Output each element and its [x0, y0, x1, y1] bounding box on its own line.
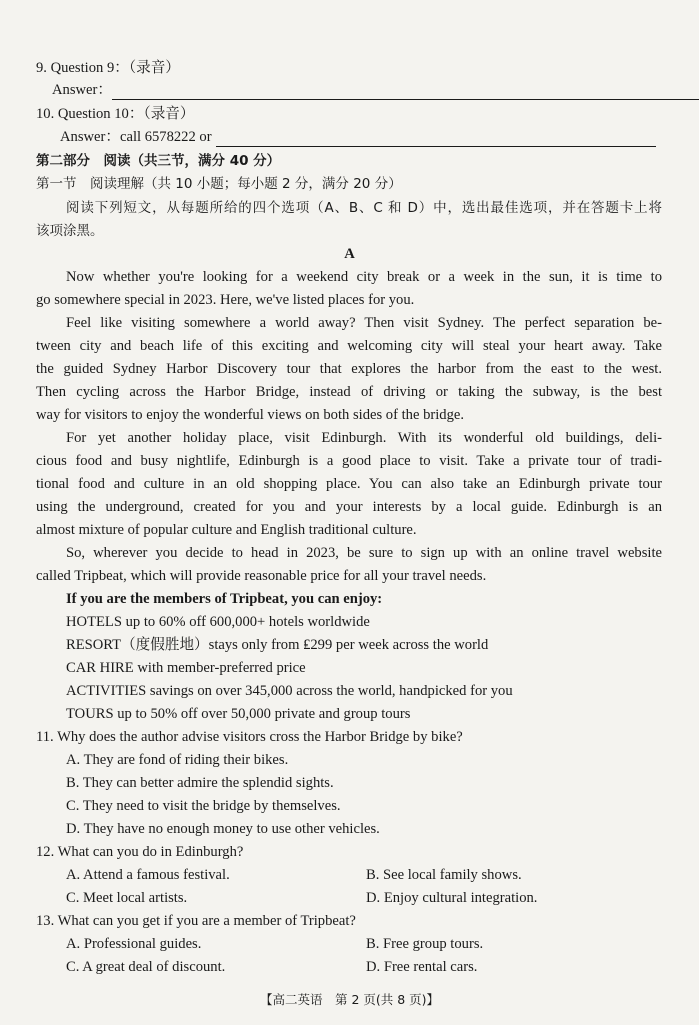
q9-answer-label: Answer：: [52, 82, 112, 98]
benefit-item: TOURS up to 50% off over 50,000 private and group tours: [66, 706, 411, 722]
benefit-item: ACTIVITIES savings on over 345,000 across the world, handpicked for you: [66, 683, 513, 699]
benefit-item: CAR HIRE with member-preferred price: [66, 660, 306, 676]
q10-label: 10. Question 10：（录音）: [36, 106, 195, 122]
passage-line: cious food and busy nightlife, Edinburgh is a good place to visit. Take a private tour of tradi-: [36, 453, 662, 469]
passage-line: Now whether you're looking for a weekend city break or a week in the sun, it is time to: [66, 269, 662, 285]
q12-stem: 12. What can you do in Edinburgh?: [36, 844, 244, 860]
passage-line: using the underground, created for you and your interests by a local guide. Edinburgh is an: [36, 499, 662, 515]
q13-option-a[interactable]: A. Professional guides.: [66, 936, 202, 952]
q12-option-b[interactable]: B. See local family shows.: [366, 867, 522, 883]
passage-line: the guided Sydney Harbor Discovery tour that explores the harbor from the east to the west.: [36, 361, 662, 377]
passage-line: way for visitors to enjoy the wonderful views on both sides of the bridge.: [36, 407, 465, 423]
q9-answer-row: [52, 80, 699, 100]
q9-answer-blank[interactable]: [112, 84, 699, 100]
q13-stem: 13. What can you get if you are a member of Tripbeat?: [36, 913, 356, 929]
q13-option-b[interactable]: B. Free group tours.: [366, 936, 484, 952]
passage-line: tional food and culture in an old shopping place. You can also take an Edinburgh private tour: [36, 476, 662, 492]
members-heading: If you are the members of Tripbeat, you can enjoy:: [66, 591, 383, 607]
q11-stem: 11. Why does the author advise visitors cross the Harbor Bridge by bike?: [36, 729, 463, 745]
passage-line: For yet another holiday place, visit Edinburgh. With its wonderful old buildings, deli-: [66, 430, 662, 446]
q11-option-b[interactable]: B. They can better admire the splendid sights.: [66, 775, 334, 791]
passage-line: go somewhere special in 2023. Here, we've listed places for you.: [36, 292, 415, 308]
q13-option-d[interactable]: D. Free rental cars.: [366, 959, 478, 975]
q12-option-c[interactable]: C. Meet local artists.: [66, 890, 188, 906]
passage-title: A: [344, 246, 355, 262]
benefit-item: RESORT（度假胜地）stays only from ₤299 per week across the world: [66, 637, 489, 653]
section1-title: 第一节 阅读理解（共 10 小题；每小题 2 分，满分 20 分）: [36, 176, 402, 192]
passage-line: called Tripbeat, which will provide reasonable price for all your travel needs.: [36, 568, 487, 584]
part2-title: 第二部分 阅读（共三节，满分 40 分）: [36, 153, 281, 169]
q10-answer-label: Answer：call 6578222 or: [60, 129, 212, 145]
passage-line: So, wherever you decide to head in 2023, be sure to sign up with an online travel website: [66, 545, 662, 561]
passage-line: Then cycling across the Harbor Bridge, instead of driving or taking the subway, is the best: [36, 384, 662, 400]
q12-option-a[interactable]: A. Attend a famous festival.: [66, 867, 230, 883]
q12-option-d[interactable]: D. Enjoy cultural integration.: [366, 890, 538, 906]
passage-line: tween city and beach life of this exciting and welcoming city will steal your heart away. Take: [36, 338, 662, 354]
instructions-line-1: 阅读下列短文，从每题所给的四个选项（A、B、C 和 D）中，选出最佳选项，并在答题卡上将: [66, 200, 662, 216]
passage-line: almost mixture of popular culture and English traditional culture.: [36, 522, 417, 538]
q11-option-d[interactable]: D. They have no enough money to use other vehicles.: [66, 821, 380, 837]
q9-label: 9. Question 9：（录音）: [36, 60, 180, 76]
q11-option-c[interactable]: C. They need to visit the bridge by themselves.: [66, 798, 341, 814]
q13-option-c[interactable]: C. A great deal of discount.: [66, 959, 226, 975]
page-footer: 【高二英语 第 2 页(共 8 页)】: [259, 992, 440, 1007]
benefit-item: HOTELS up to 60% off 600,000+ hotels worldwide: [66, 614, 370, 630]
q10-answer-blank[interactable]: [216, 131, 656, 147]
q10-answer-row: [60, 127, 656, 147]
q11-option-a[interactable]: A. They are fond of riding their bikes.: [66, 752, 289, 768]
instructions-line-2: 该项涂黑。: [36, 223, 104, 239]
passage-line: Feel like visiting somewhere a world away? Then visit Sydney. The perfect separation be-: [66, 315, 662, 331]
